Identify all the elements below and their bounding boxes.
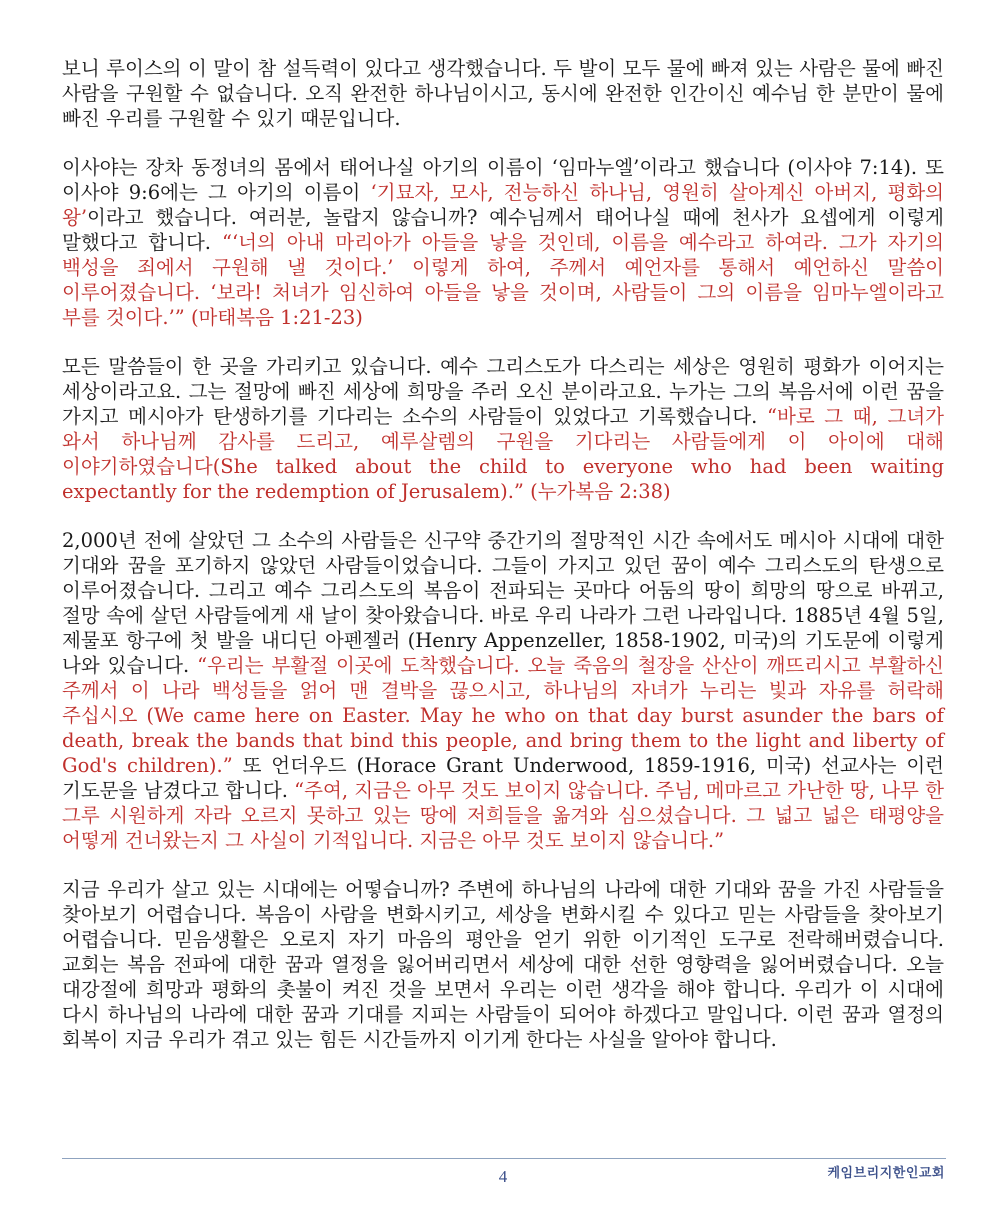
paragraph-5 xyxy=(62,877,944,1052)
body-text: 2,000년 전에 살았던 그 소수의 사람들은 신구약 중간기의 절망적인 시간 속에서도 메시아 시대에 대한 기대와 꿈을 포기하지 않았던 사람들이었습니다. 그들이 가지고 있던 꿈이 예수 그리스도의 탄생으로 이루어졌습니다. 그리고 예수 그리스도의 복음이 전파되는 곳마다 어둠의 땅이 희망의 땅으로 바뀌고, 절망 속에 살던 사람들에게 새 날이 찾아왔습니다. 바로 우리 나라가 그런 나라입니다. 1885년 4월 5일, 제물포 항구에 첫 발을 내디딘 아펜젤러 (Henry Appenzeller, 1858-1902, 미국)의 기도문에 이렇게 나와 있습니다. xyxy=(62,529,944,677)
scripture-quote: “바로 그 때, 그녀가 와서 하나님께 감사를 드리고, 예루살렘의 구원을 기다리는 사람들에게 이 아이에 대해 이야기하였습니다(She talked about the child to everyone who had been waiting expectantly for the redemption of Jerusalem).” xyxy=(62,405,944,503)
paragraph-4 xyxy=(62,528,944,853)
footer-divider xyxy=(62,1158,946,1159)
body-text: 보니 루이스의 이 말이 참 설득력이 있다고 생각했습니다. 두 발이 모두 물에 빠져 있는 사람은 물에 빠진 사람을 구원할 수 없습니다. 오직 완전한 하나님이시고, 동시에 완전한 인간이신 예수님 한 분만이 물에 빠진 우리를 구원할 수 있기 때문입니다. xyxy=(62,57,944,130)
scripture-quote: ‘기묘자, 모사, 전능하신 하나님, 영원히 살아계신 아버지, 평화의 왕’ xyxy=(62,181,944,229)
prayer-quote-underwood: “주여, 지금은 아무 것도 보이지 않습니다. 주님, 메마르고 가난한 땅, 나무 한 그루 시원하게 자라 오르지 못하고 있는 땅에 저희들을 옮겨와 심으셨습니다. 그 넓고 넓은 태평양을 어떻게 건너왔는지 그 사실이 기적입니다. 지금은 아무 것도 보이지 않습니다.” xyxy=(62,779,944,852)
page-body xyxy=(62,56,944,1076)
body-text: 이사야는 장차 동정녀의 몸에서 태어나실 아기의 이름이 ‘임마누엘’이라고 했습니다 (이사야 7:14). 또 이사야 9:6에는 그 아기의 이름이 xyxy=(62,156,944,204)
church-name: 케임브리지한인교회 xyxy=(827,1166,945,1181)
paragraph-3 xyxy=(62,354,944,504)
paragraph-1 xyxy=(62,56,944,131)
scripture-reference: (누가복음 2:38) xyxy=(523,480,671,503)
page-number: 4 xyxy=(498,1167,508,1186)
body-text: 이라고 했습니다. 여러분, 놀랍지 않습니까? 예수님께서 태어나실 때에 천사가 요셉에게 이렇게 말했다고 합니다. xyxy=(62,206,944,254)
paragraph-2 xyxy=(62,155,944,330)
body-text: 지금 우리가 살고 있는 시대에는 어떻습니까? 주변에 하나님의 나라에 대한 기대와 꿈을 가진 사람들을 찾아보기 어렵습니다. 복음이 사람을 변화시키고, 세상을 변화시킬 수 있다고 믿는 사람들을 찾아보기 어렵습니다. 믿음생활은 오로지 자기 마음의 평안을 얻기 위한 이기적인 도구로 전락해버렸습니다. 교회는 복음 전파에 대한 꿈과 열정을 잃어버리면서 세상에 대한 선한 영향력을 잃어버렸습니다. 오늘 대강절에 희망과 평화의 촛불이 켜진 것을 보면서 우리는 이런 생각을 해야 합니다. 우리가 이 시대에 다시 하나님의 나라에 대한 꿈과 기대를 지피는 사람들이 되어야 하겠다고 말입니다. 이런 꿈과 열정의 회복이 지금 우리가 겪고 있는 힘든 시간들까지 이기게 한다는 사실을 알아야 합니다. xyxy=(62,878,944,1051)
body-text: 모든 말씀들이 한 곳을 가리키고 있습니다. 예수 그리스도가 다스리는 세상은 영원히 평화가 이어지는 세상이라고요. 그는 절망에 빠진 세상에 희망을 주러 오신 분이라고요. 누가는 그의 복음서에 이런 꿈을 가지고 메시아가 탄생하기를 기다리는 소수의 사람들이 있었다고 기록했습니다. xyxy=(62,355,944,428)
body-text: 또 언더우드 (Horace Grant Underwood, 1859-1916, 미국) 선교사는 이런 기도문을 남겼다고 합니다. xyxy=(62,754,945,802)
scripture-reference: (마태복음 1:21-23) xyxy=(184,306,363,329)
scripture-quote: “‘너의 아내 마리아가 아들을 낳을 것인데, 이름을 예수라고 하여라. 그가 자기의 백성을 죄에서 구원해 낼 것이다.’ 이렇게 하여, 주께서 예언자를 통해서 예언하신 말씀이 이루어졌습니다. ‘보라! 처녀가 임신하여 아들을 낳을 것이며, 사람들이 그의 이름을 임마누엘이라고 부를 것이다.’” xyxy=(62,231,944,329)
prayer-quote-appenzeller: “우리는 부활절 이곳에 도착했습니다. 오늘 죽음의 철장을 산산이 깨뜨리시고 부활하신 주께서 이 나라 백성들을 얽어 맨 결박을 끊으시고, 하나님의 자녀가 누리는 빛과 자유를 허락해 주십시오 (We came here on Easter. May he who on that day burst asunder the bars of death, break the bands that bind this people, and bring them to the light and liberty of God's children).” xyxy=(62,654,945,777)
